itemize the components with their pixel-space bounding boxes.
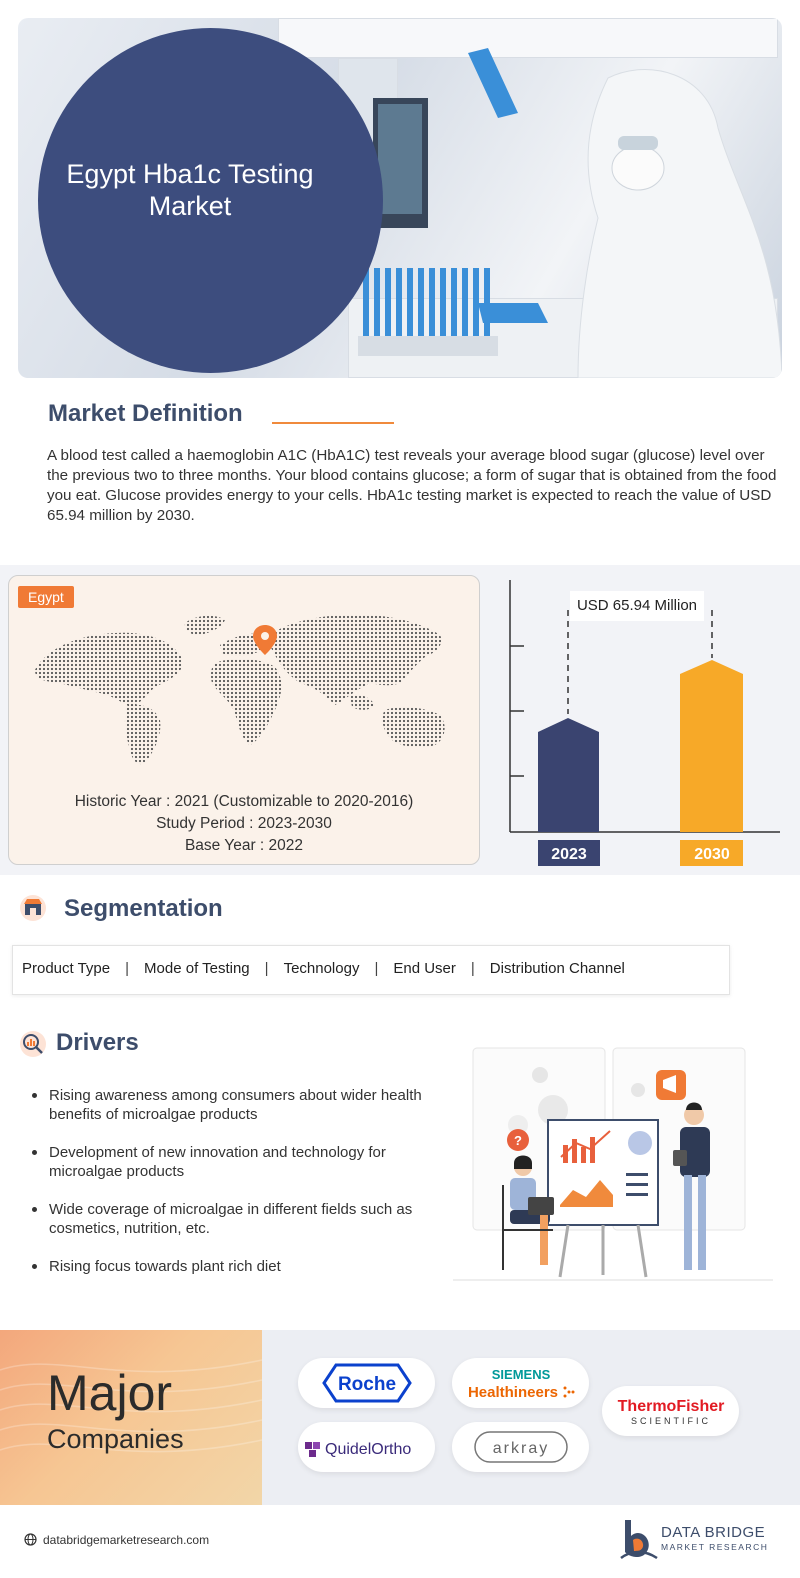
annotation-label: USD 65.94 Million <box>576 597 698 614</box>
market-definition-heading: Market Definition <box>48 400 243 427</box>
website-link[interactable]: databridgemarketresearch.com <box>43 1533 210 1547</box>
segment-separator: | <box>264 960 269 977</box>
svg-text:SCIENTIFIC: SCIENTIFIC <box>630 1416 711 1426</box>
svg-text:ThermoFisher: ThermoFisher <box>617 1398 724 1415</box>
data-bridge-logo-icon <box>619 1516 659 1560</box>
logo-name: DATA BRIDGE <box>661 1524 766 1541</box>
major-heading: Major <box>47 1365 173 1421</box>
drivers-heading: Drivers <box>56 1029 139 1056</box>
quidelortho-logo <box>298 1422 435 1472</box>
siemens-healthineers-logo <box>452 1358 589 1408</box>
segmentation-list <box>22 960 625 977</box>
driver-item: Rising awareness among consumers about wider health benefits of microalgae products <box>30 1086 450 1124</box>
segment-separator: | <box>470 960 475 977</box>
segment-technology: Technology <box>283 960 360 977</box>
arkray-logo <box>452 1422 589 1472</box>
logo-tagline: MARKET RESEARCH <box>661 1542 769 1552</box>
svg-text:QuidelOrtho: QuidelOrtho <box>324 1441 411 1458</box>
driver-item: Wide coverage of microalgae in different fields such as cosmetics, nutrition, etc. <box>30 1200 450 1238</box>
bar-2030 <box>680 660 743 832</box>
bar-2023 <box>538 718 599 832</box>
category-label-2023: 2023 <box>551 846 587 863</box>
category-label-2030: 2030 <box>694 846 730 863</box>
presentation-illustration <box>448 1045 778 1290</box>
study-period: Study Period : 2023-2030 <box>156 815 332 832</box>
segment-distribution-channel: Distribution Channel <box>489 960 625 977</box>
svg-text:Roche: Roche <box>337 1374 396 1395</box>
store-icon <box>19 894 47 922</box>
analytics-magnifier-icon <box>19 1030 47 1058</box>
market-size-bar-chart <box>500 574 790 870</box>
drivers-list <box>30 1086 450 1295</box>
segmentation-heading: Segmentation <box>64 895 223 922</box>
thermo-fisher-logo <box>602 1386 739 1436</box>
driver-item: Rising focus towards plant rich diet <box>30 1257 450 1276</box>
driver-item: Development of new innovation and technology for microalgae products <box>30 1143 450 1181</box>
market-definition-text: A blood test called a haemoglobin A1C (HbA1C) test reveals your average blood sugar (glucose) level over the previous two to three months. Your blood contains glucose; a form of sugar that is obtained from the food you eat. Glucose provides energy to your cells. HbA1c testing market is expected to reach the value of USD 65.94 million by 2030. <box>47 447 777 524</box>
country-tag: Egypt <box>18 586 74 608</box>
svg-text:?: ? <box>514 1133 522 1148</box>
segment-separator: | <box>125 960 130 977</box>
roche-logo <box>298 1358 435 1408</box>
segment-mode-of-testing: Mode of Testing <box>144 960 250 977</box>
companies-heading: Companies <box>47 1424 184 1454</box>
historic-year: Historic Year : 2021 (Customizable to 2020-2016) <box>74 793 414 810</box>
svg-text:SIEMENS: SIEMENS <box>491 1367 550 1382</box>
segment-end-user: End User <box>393 960 456 977</box>
hero-title: Egypt Hba1c Testing Market <box>66 159 314 221</box>
svg-text:arkray: arkray <box>492 1440 549 1457</box>
segment-product-type: Product Type <box>22 960 111 977</box>
globe-icon <box>24 1533 37 1546</box>
segment-separator: | <box>374 960 379 977</box>
base-year: Base Year : 2022 <box>184 837 304 854</box>
world-map <box>30 595 450 770</box>
svg-text:Healthineers: Healthineers <box>467 1384 558 1401</box>
heading-underline <box>272 422 394 424</box>
